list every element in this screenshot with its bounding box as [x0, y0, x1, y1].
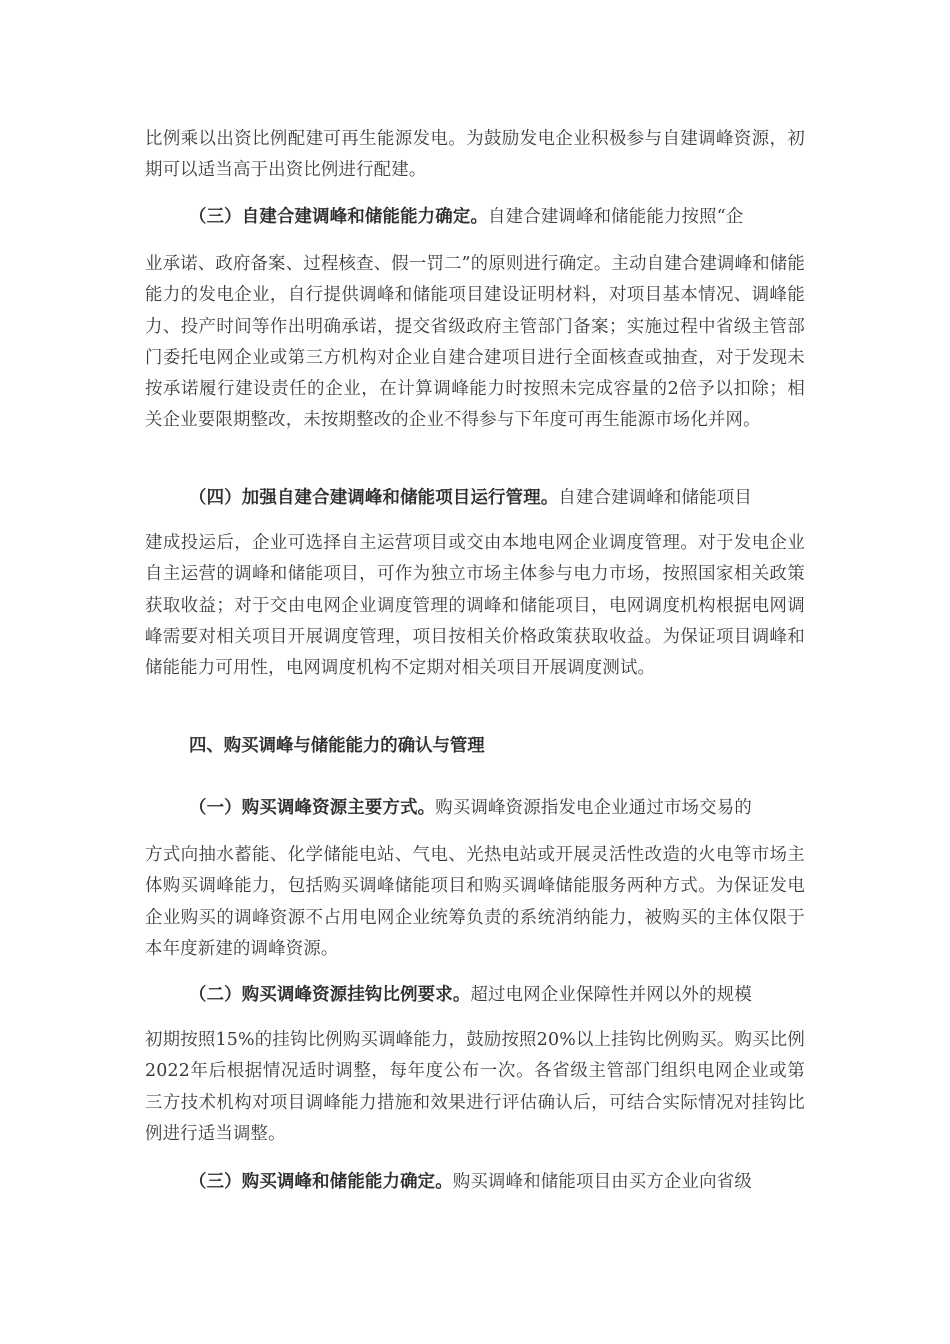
paragraph-2-rest: 业承诺、政府备案、过程核查、假一罚二”的原则进行确定。主动自建合建调峰和储能能力的发电企业，自行提供调峰和储能项目建设证明材料，对项目基本情况、调峰能力、投产时间等作出明确承诺，提交省级政府主管部门备案；实施过程中省级主管部门委托电网企业或第三方机构对企业自建合建项目进行全面核查或抽查，对于发现未按承诺履行建设责任的企业，在计算调峰能力时按照未完成容量的2倍予以扣除；相关企业要限期整改，未按期整改的企业不得参与下年度可再生能源市场化并网。	[145, 254, 805, 431]
paragraph-3-body	[145, 528, 805, 684]
paragraph-3-rest: 建成投运后，企业可选择自主运营项目或交由本地电网企业调度管理。对于发电企业自主运营的调峰和储能项目，可作为独立市场主体参与电力市场，按照国家相关政策获取收益；对于交由电网企业调度管理的调峰和储能项目，电网调度机构根据电网调峰需要对相关项目开展调度管理，项目按相关价格政策获取收益。为保证项目调峰和储能能力可用性，电网调度机构不定期对相关项目开展调度测试。	[145, 533, 805, 679]
section-heading-4: 四、购买调峰与储能能力的确认与管理	[189, 736, 485, 756]
paragraph-4-first: 购买调峰资源指发电企业通过市场交易的	[435, 798, 752, 818]
paragraph-5-first-line	[189, 980, 805, 1011]
paragraph-5-lead: （二）购买调峰资源挂钩比例要求。	[189, 985, 471, 1005]
paragraph-6-first: 购买调峰和储能项目由买方企业向省级	[452, 1172, 752, 1192]
paragraph-2-first: 自建合建调峰和储能能力按照“企	[488, 207, 744, 227]
paragraph-4-first-line	[189, 793, 805, 824]
paragraph-4-rest: 方式向抽水蓄能、化学储能电站、气电、光热电站或开展灵活性改造的火电等市场主体购买调峰能力，包括购买调峰储能项目和购买调峰储能服务两种方式。为保证发电企业购买的调峰资源不占用电网企业统筹负责的系统消纳能力，被购买的主体仅限于本年度新建的调峰资源。	[145, 845, 805, 959]
paragraph-5-first: 超过电网企业保障性并网以外的规模	[470, 985, 752, 1005]
paragraph-2-first-line	[189, 202, 805, 233]
paragraph-3-first-line	[189, 483, 805, 514]
paragraph-2-lead: （三）自建合建调峰和储能能力确定。	[189, 207, 489, 227]
paragraph-1-text: 比例乘以出资比例配建可再生能源发电。为鼓励发电企业积极参与自建调峰资源，初期可以适当高于出资比例进行配建。	[145, 129, 805, 181]
paragraph-3-lead: （四）加强自建合建调峰和储能项目运行管理。	[189, 488, 559, 508]
paragraph-5-rest: 初期按照15%的挂钩比例购买调峰能力，鼓励按照20%以上挂钩比例购买。购买比例2022年后根据情况适时调整，每年度公布一次。各省级主管部门组织电网企业或第三方技术机构对项目调峰能力措施和效果进行评估确认后，可结合实际情况对挂钩比例进行适当调整。	[145, 1030, 805, 1144]
paragraph-1	[145, 124, 805, 187]
paragraph-2-body	[145, 249, 805, 437]
paragraph-6-first-line	[189, 1167, 805, 1198]
paragraph-6-lead: （三）购买调峰和储能能力确定。	[189, 1172, 453, 1192]
paragraph-4-body	[145, 840, 805, 965]
paragraph-3-first: 自建合建调峰和储能项目	[558, 488, 752, 508]
paragraph-4-lead: （一）购买调峰资源主要方式。	[189, 798, 436, 818]
paragraph-5-body	[145, 1025, 805, 1150]
